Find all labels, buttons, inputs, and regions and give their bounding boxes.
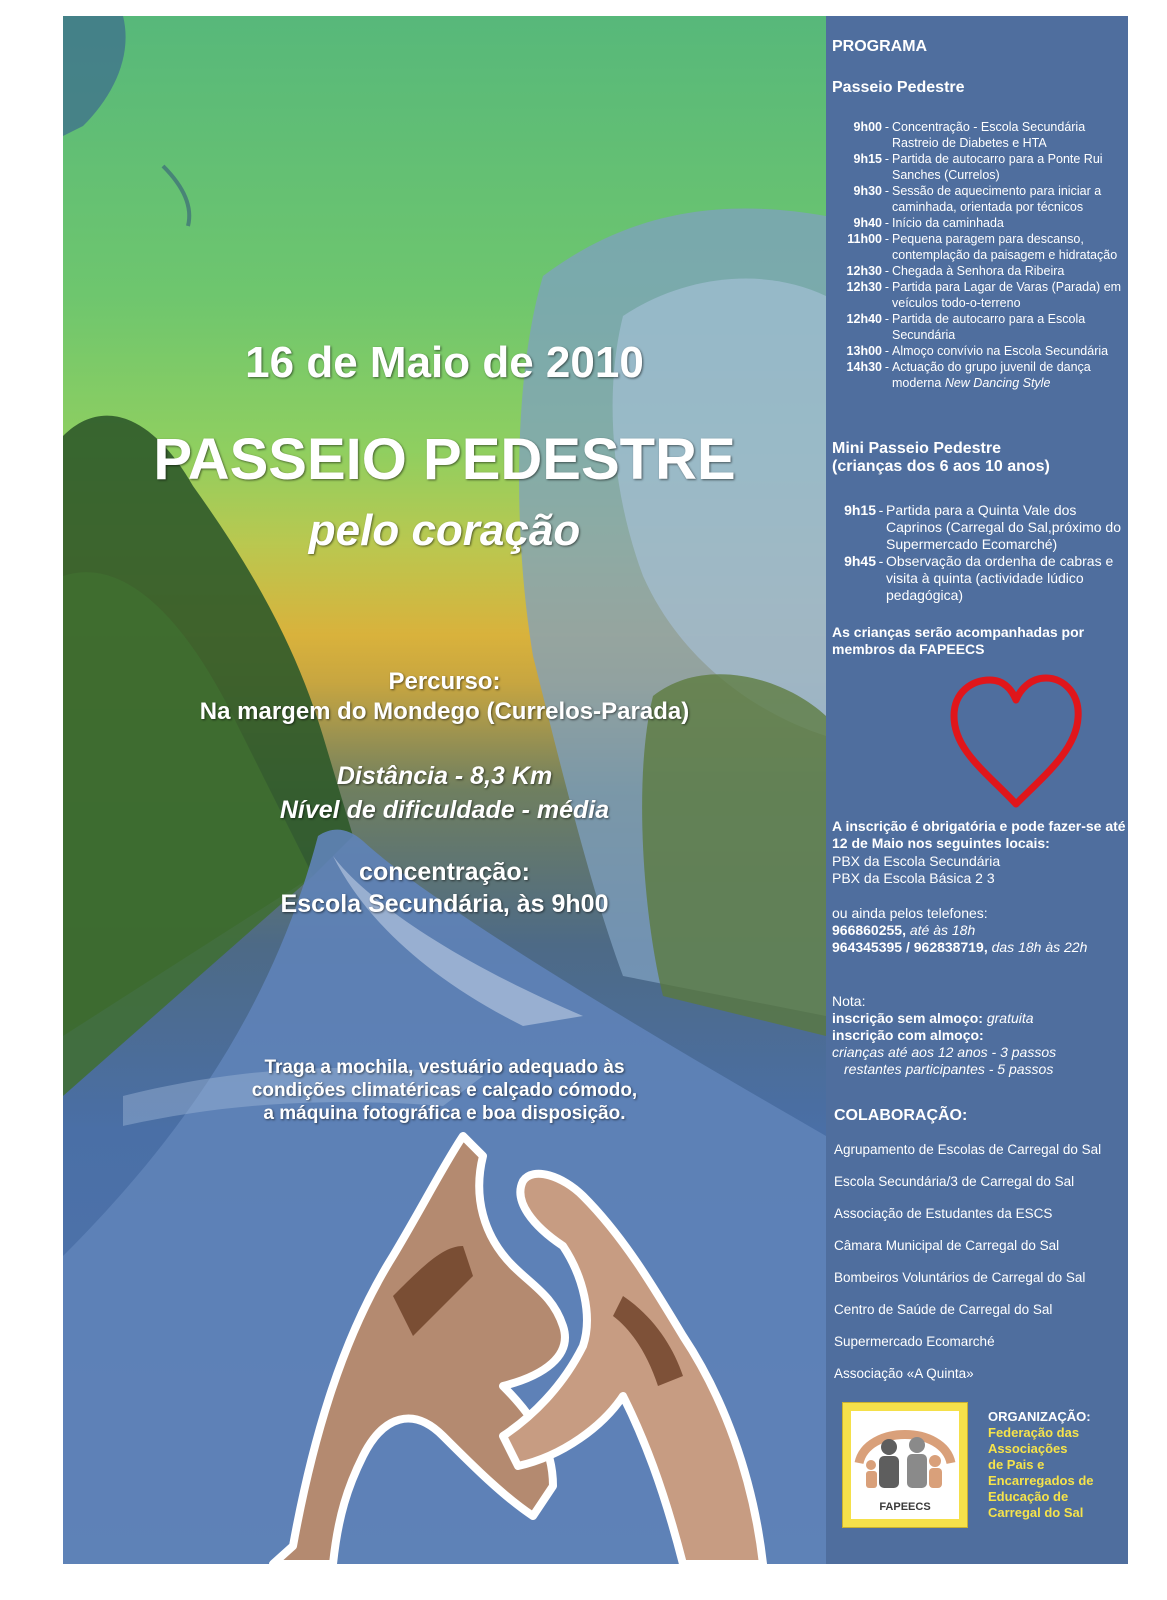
collaborator-item: Escola Secundária/3 de Carregal do Sal [834, 1174, 1075, 1189]
note-com-label: inscrição com almoço: [832, 1027, 984, 1043]
organization-name-line: Federação das [988, 1425, 1080, 1440]
meeting-value: Escola Secundária, às 9h00 [280, 890, 609, 918]
schedule-row: 12h30 - Chegada à Senhora da Ribeira [832, 263, 1126, 279]
registration-local: PBX da Escola Secundária [832, 853, 1001, 869]
schedule-desc-italic: New Dancing Style [944, 376, 1051, 390]
schedule-time: 13h00 [846, 344, 882, 358]
collaborator-item: Associação de Estudantes da ESCS [834, 1206, 1053, 1221]
bring-line: condições climatéricas e calçado cómodo, [251, 1080, 638, 1101]
organization-label: ORGANIZAÇÃO: [988, 1409, 1091, 1424]
schedule-desc: Chegada à Senhora da Ribeira [892, 264, 1065, 278]
schedule-time: 12h40 [846, 312, 882, 326]
heart-icon [946, 672, 1086, 812]
schedule-row: 11h00 - Pequena paragem para descanso, contemplação da paisagem e hidratação [832, 231, 1126, 263]
route-value: Na margem do Mondego (Currelos-Parada) [199, 698, 690, 725]
organization-name-line: de Pais e [988, 1457, 1045, 1472]
organization-block [988, 1409, 1123, 1521]
schedule-time: 9h40 [853, 216, 882, 230]
note-line [832, 1010, 1126, 1027]
schedule-desc: Concentração - Escola Secundária Rastreio de Diabetes e HTA [892, 120, 1086, 150]
registration-local: PBX da Escola Básica 2 3 [832, 870, 995, 886]
schedule-time: 9h00 [853, 120, 882, 134]
schedule-row: 9h00 - Concentração - Escola Secundária Rastreio de Diabetes e HTA [832, 119, 1126, 151]
organization-name-line: Educação de [988, 1489, 1069, 1504]
schedule-time: 9h45 [844, 553, 876, 569]
event-subtitle: pelo coração [308, 506, 581, 555]
mini-walk-heading [832, 440, 1126, 476]
phone-hours: das 18h às 22h [987, 939, 1088, 955]
schedule-desc: Observação da ordenha de cabras e visita à quinta (actividade lúdico pedagógica) [886, 553, 1114, 603]
phones-intro: ou ainda pelos telefones: [832, 905, 988, 921]
schedule-time: 9h15 [853, 152, 882, 166]
collaborator-item: Associação «A Quinta» [834, 1366, 974, 1381]
schedule-row: 13h00 - Almoço convívio na Escola Secundária [832, 343, 1126, 359]
schedule-row: 9h30 - Sessão de aquecimento para iniciar a caminhada, orientada por técnicos [832, 183, 1126, 215]
registration-intro: A inscrição é obrigatória e pode fazer-se até 12 de Maio nos seguintes locais: [832, 818, 1126, 851]
schedule-time: 9h15 [844, 502, 876, 518]
schedule-row: 9h45 - Observação da ordenha de cabras e visita à quinta (actividade lúdico pedagógica) [832, 553, 1126, 604]
schedule-time: 14h30 [846, 360, 882, 374]
logo-acronym: FAPEECS [879, 1501, 931, 1513]
organization-name-line: Associações [988, 1441, 1068, 1456]
walk-heading: Passeio Pedestre [832, 79, 965, 96]
schedule-desc: Partida de autocarro para a Ponte Rui Sanches (Currelos) [892, 152, 1103, 182]
schedule-desc: Partida para Lagar de Varas (Parada) em veículos todo-o-terreno [892, 280, 1122, 310]
note-price-line: crianças até aos 12 anos - 3 passos [832, 1044, 1057, 1060]
schedule-desc-text: Actuação do grupo juvenil de dança moderna [892, 360, 1091, 390]
mini-walk-ages: (crianças dos 6 aos 10 anos) [832, 458, 1050, 475]
phone-number: 966860255, [832, 922, 906, 938]
schedule-row: 9h40 - Início da caminhada [832, 215, 1126, 231]
schedule-time: 12h30 [846, 264, 882, 278]
bring-notice [63, 1056, 826, 1125]
info-panel [826, 16, 1128, 1564]
event-title: PASSEIO PEDESTRE [153, 427, 736, 492]
program-heading: PROGRAMA [832, 38, 928, 55]
walk-schedule [832, 119, 1126, 391]
organization-name-line: Encarregados de [988, 1473, 1094, 1488]
collaborator-item: Câmara Municipal de Carregal do Sal [834, 1238, 1060, 1253]
schedule-desc [892, 359, 1126, 391]
poster [63, 16, 826, 1564]
schedule-row: 9h15 - Partida de autocarro para a Ponte Rui Sanches (Currelos) [832, 151, 1126, 183]
phone-hours: até às 18h [905, 922, 976, 938]
bring-line: Traga a mochila, vestuário adequado às [264, 1057, 625, 1078]
schedule-desc: Partida para a Quinta Vale dos Caprinos (Carregal do Sal,próximo do Supermercado Ecomarché) [886, 502, 1121, 552]
organization-name [988, 1425, 1123, 1521]
route-label: Percurso: [388, 668, 501, 695]
schedule-time: 11h00 [847, 232, 882, 246]
note-sem-value: gratuita [982, 1010, 1034, 1026]
collaborator-item: Supermercado Ecomarché [834, 1334, 995, 1349]
collaborator-item: Agrupamento de Escolas de Carregal do Sal [834, 1142, 1102, 1157]
schedule-desc: Sessão de aquecimento para iniciar a caminhada, orientada por técnicos [892, 184, 1102, 214]
schedule-desc: Pequena paragem para descanso, contemplação da paisagem e hidratação [892, 232, 1118, 262]
schedule-time: 12h30 [846, 280, 882, 294]
note-label: Nota: [832, 993, 866, 1009]
note-sem-label: inscrição sem almoço: [832, 1010, 983, 1026]
fapeecs-logo [842, 1402, 968, 1528]
difficulty-text: Nível de dificuldade - média [279, 796, 610, 824]
note-price-line: restantes participantes - 5 passos [844, 1061, 1054, 1077]
collaboration-heading: COLABORAÇÃO: [834, 1107, 968, 1124]
schedule-row: 12h40 - Partida de autocarro para a Escola Secundária [832, 311, 1126, 343]
bring-line: a máquina fotográfica e boa disposição. [263, 1103, 626, 1124]
collaborator-item: Centro de Saúde de Carregal do Sal [834, 1302, 1053, 1317]
meeting-label: concentração: [359, 858, 530, 886]
event-date: 16 de Maio de 2010 [245, 338, 644, 387]
schedule-row: 14h30 - Actuação do grupo juvenil de dança moderna New Dancing Style [832, 359, 1126, 391]
collaboration-list [834, 1142, 1128, 1398]
schedule-row: 9h15 - Partida para a Quinta Vale dos Caprinos (Carregal do Sal,próximo do Supermercado Ecomarché) [832, 502, 1126, 553]
distance-text: Distância - 8,3 Km [336, 762, 553, 790]
schedule-row: 12h30 - Partida para Lagar de Varas (Parada) em veículos todo-o-terreno [832, 279, 1126, 311]
mini-walk-title: Mini Passeio Pedestre [832, 440, 1001, 457]
phone-line [832, 939, 1126, 956]
phone-line [832, 922, 1126, 939]
children-note: As crianças serão acompanhadas por membros da FAPEECS [832, 624, 1085, 657]
schedule-time: 9h30 [853, 184, 882, 198]
organization-name-line: Carregal do Sal [988, 1505, 1084, 1520]
mini-walk-schedule [832, 502, 1126, 604]
schedule-desc: Início da caminhada [892, 216, 1004, 230]
schedule-desc: Partida de autocarro para a Escola Secundária [892, 312, 1086, 342]
schedule-desc: Almoço convívio na Escola Secundária [892, 344, 1109, 358]
family-icon [851, 1411, 959, 1501]
collaborator-item: Bombeiros Voluntários de Carregal do Sal [834, 1270, 1086, 1285]
phone-number: 964345395 / 962838719, [832, 939, 988, 955]
